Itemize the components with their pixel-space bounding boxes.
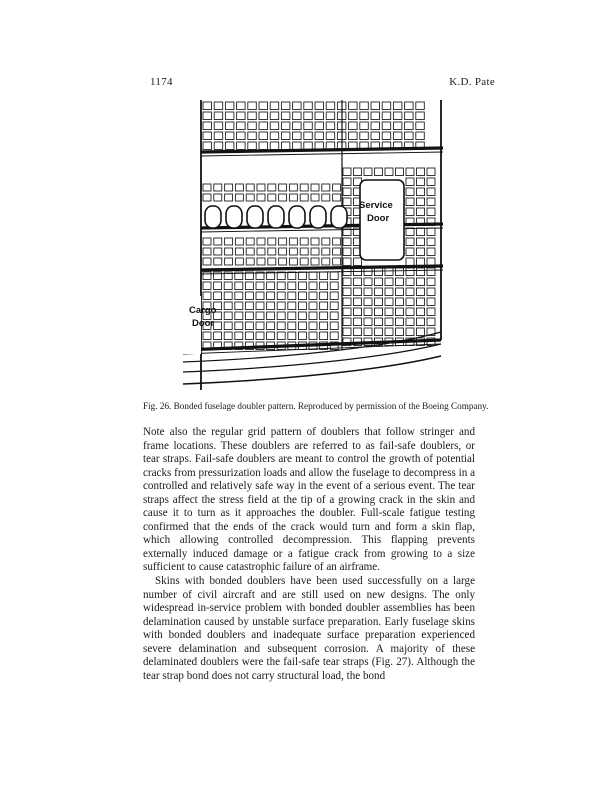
- body-paragraph: Skins with bonded doublers have been used successfully on a large number of civil aircraft and are still used on new designs. The only widespread in-service problem with bonded doubler assemblies has been delamination caused by unstable surface preparation. Early fuselage skins with bonded doublers and inadequate surface preparation experienced severe delamination and subsequent corrosion. A majority of these delaminated doublers were the fail-safe tear straps (Fig. 27). Although the tear strap bond does not carry structural load, the bond: [143, 575, 475, 682]
- body-paragraph: Note also the regular grid pattern of doublers that follow stringer and frame locations. These doublers are referred to as fail-safe doublers, or tear straps. Fail-safe doublers are meant to control the growth of potential cracks from pressurization loads and allow the fuselage to decompress in a controlled and relatively safe way in the event of a serious event. The tear straps affect the stress field at the tip of a growing crack in the skin and cause it to turn as it approaches the doubler. Full-scale fatigue testing confirmed that the ends of the crack would turn and form a skin flap, which allowing controlled decompression. This flapping prevents externally induced damage or a fatigue crack from growing to a size sufficient to cause catastrophic failure of an airframe.: [143, 426, 475, 574]
- service-door-label-2: Door: [367, 213, 390, 224]
- body-text: [143, 426, 475, 683]
- cargo-door-label-2: Door: [192, 318, 215, 329]
- service-door-label-1: Service: [359, 200, 393, 211]
- cargo-door-label-1: Cargo: [189, 305, 217, 316]
- fuselage-diagram: [143, 100, 453, 395]
- fuselage-doubler-figure: [143, 100, 453, 395]
- running-head-author: K.D. Pate: [449, 76, 495, 88]
- page-number: 1174: [150, 76, 173, 88]
- figure-caption: Fig. 26. Bonded fuselage doubler pattern. Reproduced by permission of the Boeing Company.: [143, 401, 489, 411]
